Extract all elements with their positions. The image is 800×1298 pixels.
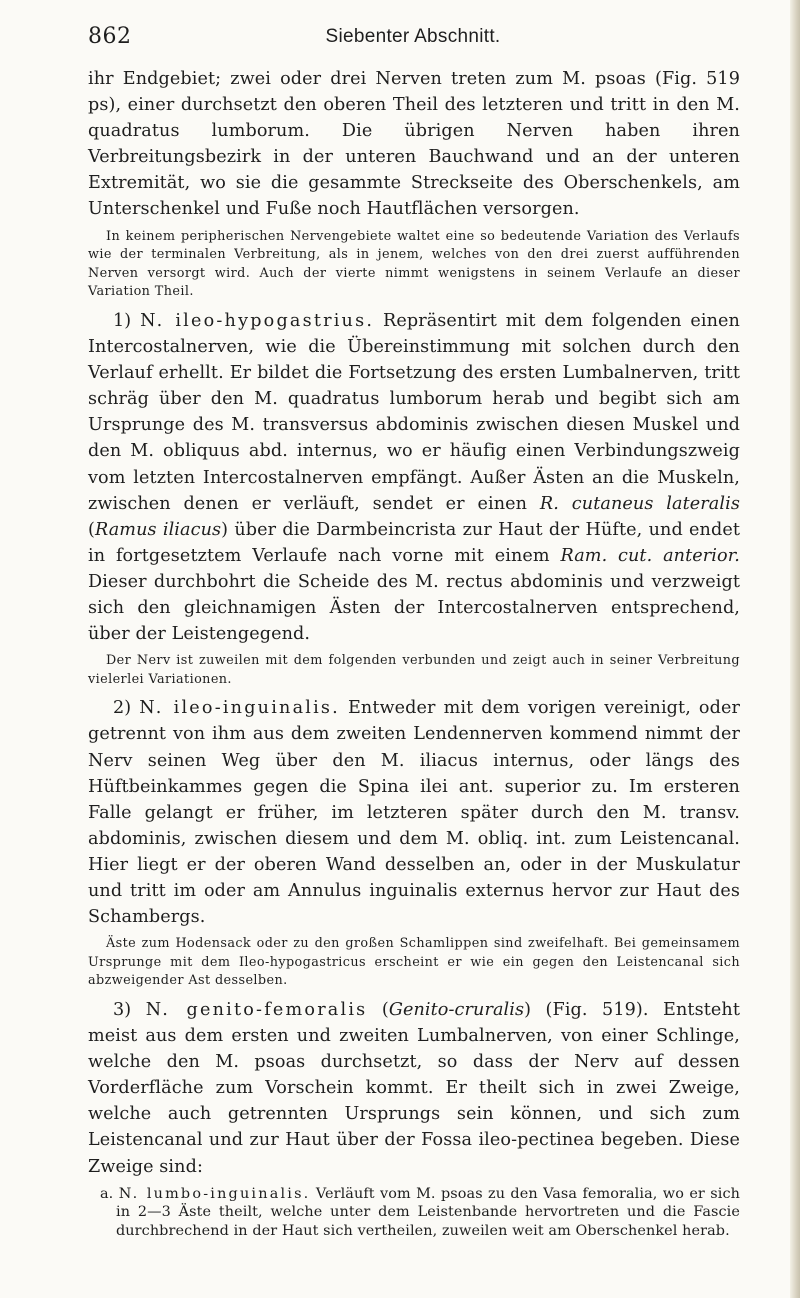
list-item-lumbo-inguinalis bbox=[88, 1185, 740, 1241]
section-number: 1) bbox=[113, 310, 132, 331]
italic-term: Genito-cruralis bbox=[388, 999, 525, 1020]
page-edge-shadow bbox=[790, 0, 800, 1298]
section-text: ) (Fig. 519). Entsteht meist aus dem ersten und zweiten Lumbalnerven, von einer Schlinge, welche den M. psoas durchsetzt, so dass der Nerv auf dessen Vorderfläche zum Vorschein kommt. Er theilt sich in zwei Zweige, welche auch getrennten Ursprungs sein können, und sich zum Leistencanal und zur Haut über der Fossa ileo-pectinea begeben. Diese Zweige sind: bbox=[88, 999, 741, 1177]
page-header bbox=[88, 24, 738, 54]
section-text: Repräsentirt mit dem folgenden einen Intercostalnerven, wie die Übereinstimmung mit solchen durch den Verlauf erhellt. Er bildet die Fortsetzung des ersten Lumbalnerven, tritt schräg über den M. quadratus lumborum herab und begibt sich am Ursprunge des M. transversus abdominis zwischen diesen Muskel und den M. obliquus abd. internus, wo er häufig einen Verbindungszweig vom letzten Intercostalnerven empfängt. Außer Ästen an die Muskeln, zwischen denen er verläuft, sendet er einen bbox=[88, 310, 740, 514]
italic-term: R. cutaneus lateralis bbox=[539, 493, 740, 514]
body-text bbox=[88, 66, 740, 1241]
section-text: ( bbox=[88, 519, 95, 540]
section-number: 2) bbox=[113, 698, 132, 719]
note-variation: In keinem peripherischen Nervengebiete waltet eine so bedeutende Variation des Verlaufs wie der terminalen Verbreitung, als in jenem, welches von den drei zuerst aufführenden Nerven versorgt wird. Auch der vierte nimmt wenigstens in seinem Verlaufe an dieser Variation Theil. bbox=[88, 228, 740, 300]
section-ileo-hypogastrius bbox=[88, 308, 740, 647]
section-text: Dieser durchbohrt die Scheide des M. rectus abdominis und verzweigt sich den gleichnamigen Ästen der Intercostalnerven entsprechend, über der Leistengegend. bbox=[88, 571, 740, 645]
paragraph-intro: ihr Endgebiet; zwei oder drei Nerven treten zum M. psoas (Fig. 519 ps), einer durchsetzt den oberen Theil des letzteren und tritt in den M. quadratus lumborum. Die übrigen Nerven haben ihren Verbreitungsbezirk in der unteren Bauchwand und an der unteren Extremität, wo sie die gesammte Streckseite des Oberschenkels, am Unterschenkel und Fuße noch Hautflächen versorgen. bbox=[88, 69, 740, 220]
page-number: 862 bbox=[88, 24, 132, 49]
running-head: Siebenter Abschnitt. bbox=[325, 26, 501, 47]
list-text: Verläuft vom M. psoas zu den Vasa femoralia, wo er sich in 2—3 Äste theilt, welche unter dem Leistenbande hervortreten und die Fascie durchbrechend in der Haut sich vertheilen, zuweilen weit am Oberschenkel herab. bbox=[116, 1185, 740, 1240]
note-ileo-inguinalis: Äste zum Hodensack oder zu den großen Schamlippen sind zweifelhaft. Bei gemeinsamem Ursprunge mit dem Ileo-hypogastricus erscheint er wie ein gegen den Leistencanal sich abzweigender Ast desselben. bbox=[88, 936, 740, 989]
nerve-name: N. ileo-inguinalis. bbox=[139, 698, 340, 719]
nerve-name: N. ileo-hypogastrius. bbox=[140, 310, 375, 331]
section-ileo-inguinalis bbox=[88, 695, 740, 930]
section-number: 3) bbox=[113, 999, 132, 1020]
italic-term: Ramus iliacus bbox=[94, 519, 222, 540]
section-text: ) über die Darmbeincrista zur Haut der Hüfte, und endet in fortgesetztem Verlaufe nach vorne mit einem bbox=[88, 519, 740, 566]
section-text: ( bbox=[381, 999, 389, 1020]
section-genito-femoralis bbox=[88, 997, 740, 1180]
nerve-name: N. lumbo-inguinalis. bbox=[118, 1185, 311, 1202]
section-text: Entweder mit dem vorigen vereinigt, oder getrennt von ihm aus dem zweiten Lendennerven kommend nimmt der Nerv seinen Weg über den M. iliacus internus, oder längs des Hüftbeinkammes gegen die Spina ilei ant. superior zu. Im ersteren Falle gelangt er früher, im letzteren später durch den M. transv. abdominis, zwischen diesem und dem M. obliq. int. zum Leistencanal. Hier liegt er der oberen Wand desselben an, oder in der Muskulatur und tritt im oder am Annulus inguinalis externus hervor zur Haut des Schambergs. bbox=[88, 698, 740, 928]
nerve-name: N. genito-femoralis bbox=[145, 999, 368, 1020]
note-ileo-hypogastrius: Der Nerv ist zuweilen mit dem folgenden verbunden und zeigt auch in seiner Verbreitung vielerlei Variationen. bbox=[88, 653, 740, 687]
italic-term: Ram. cut. anterior. bbox=[560, 545, 740, 566]
list-label: a. bbox=[100, 1185, 114, 1202]
